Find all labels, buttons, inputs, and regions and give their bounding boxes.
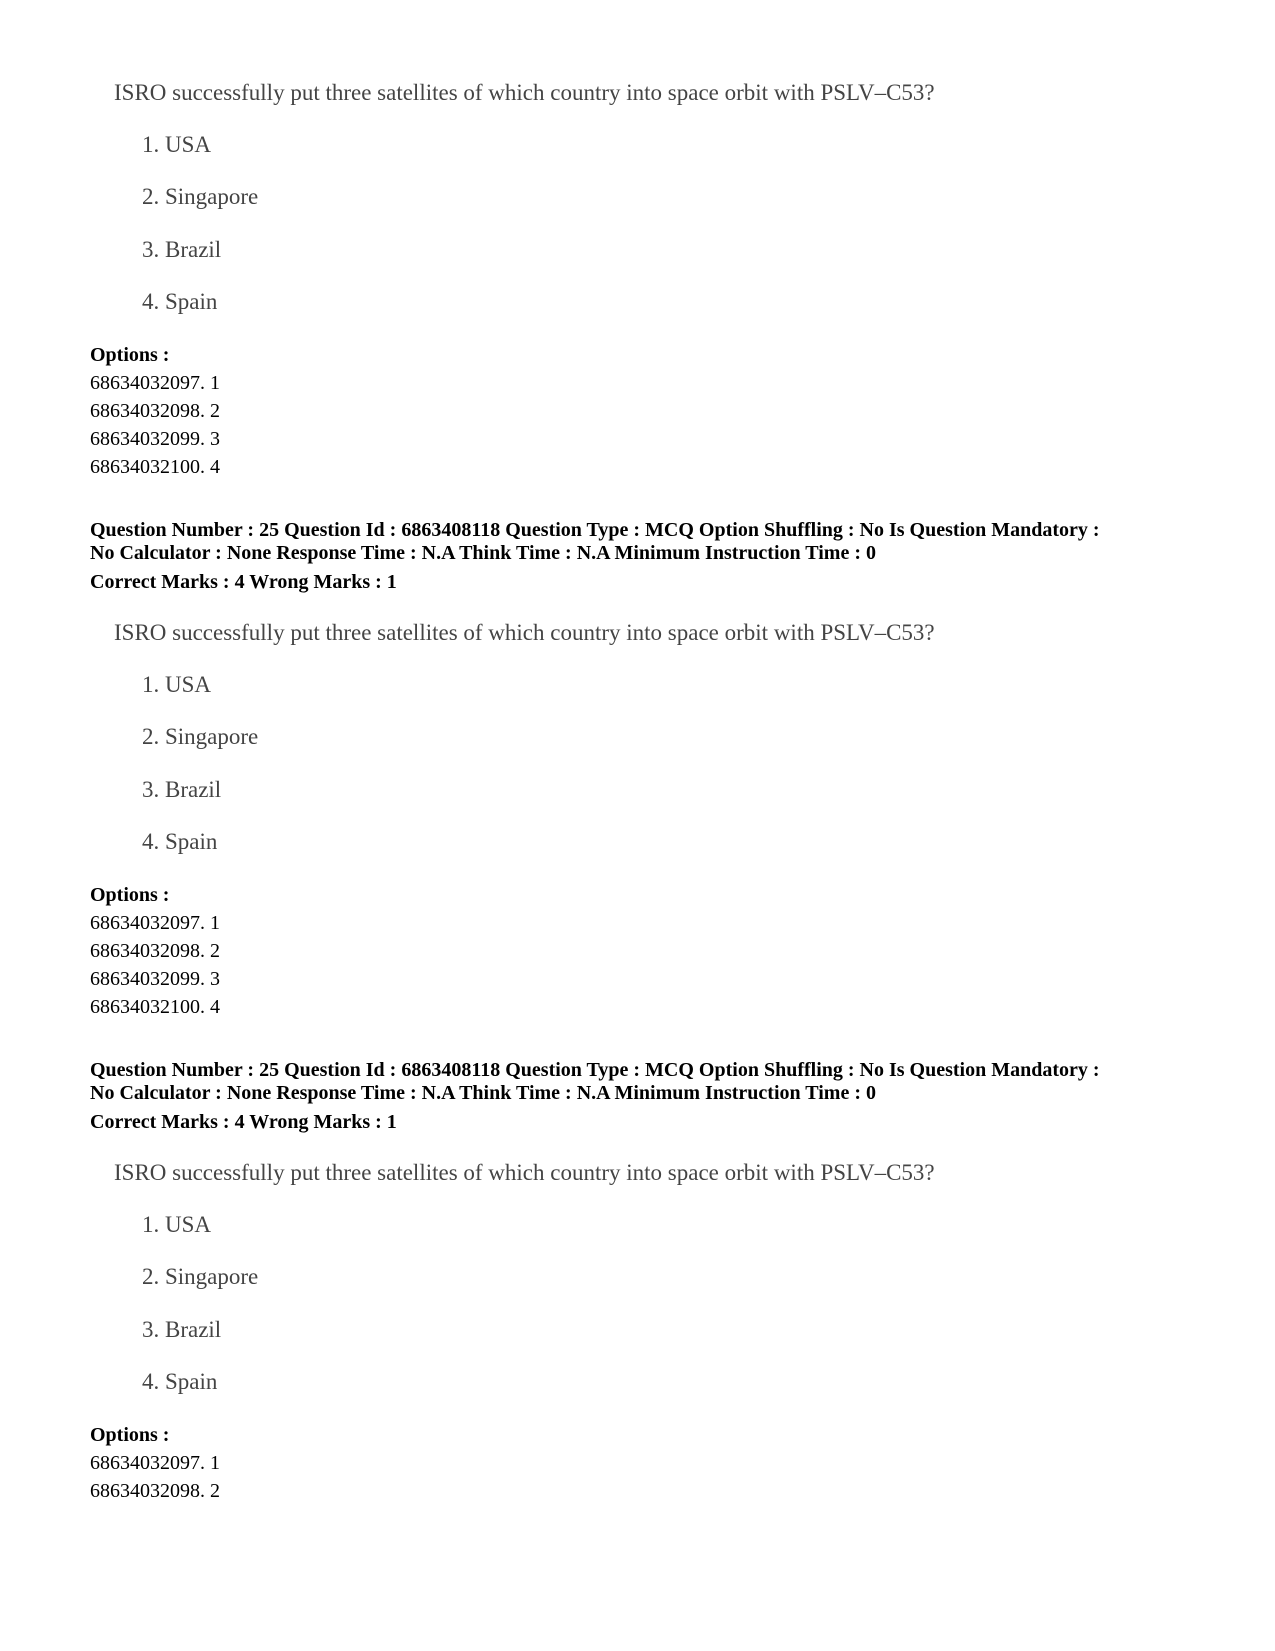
option-row: 68634032099. 3 — [90, 968, 220, 990]
question-header — [90, 1059, 1210, 1105]
question-text: ISRO successfully put three satellites of which country into space orbit with PSLV–C53? — [114, 620, 935, 645]
option-row: 68634032100. 4 — [90, 996, 220, 1018]
option-row: 68634032097. 1 — [90, 1452, 220, 1474]
options-label: Options : — [90, 1424, 170, 1446]
choice-3: 3. Brazil — [142, 1317, 222, 1342]
option-row: 68634032097. 1 — [90, 372, 220, 394]
question-text: ISRO successfully put three satellites of which country into space orbit with PSLV–C53? — [114, 1160, 935, 1185]
options-label: Options : — [90, 884, 170, 906]
question-header-line: No Calculator : None Response Time : N.A Think Time : N.A Minimum Instruction Time : 0 — [90, 542, 876, 564]
choice-1: 1. USA — [142, 132, 212, 157]
choice-3: 3. Brazil — [142, 777, 222, 802]
question-header-line: No Calculator : None Response Time : N.A Think Time : N.A Minimum Instruction Time : 0 — [90, 1082, 876, 1104]
option-row: 68634032098. 2 — [90, 1480, 220, 1502]
options-label: Options : — [90, 344, 170, 366]
choice-1: 1. USA — [142, 1212, 212, 1237]
marks-line: Correct Marks : 4 Wrong Marks : 1 — [90, 571, 397, 593]
choice-3: 3. Brazil — [142, 237, 222, 262]
marks-line: Correct Marks : 4 Wrong Marks : 1 — [90, 1111, 397, 1133]
question-header-line: Question Number : 25 Question Id : 6863408118 Question Type : MCQ Option Shuffling : No Is Question Mandatory : — [90, 1059, 1100, 1081]
option-row: 68634032099. 3 — [90, 428, 220, 450]
choice-2: 2. Singapore — [142, 184, 259, 209]
question-header — [90, 519, 1210, 565]
choice-1: 1. USA — [142, 672, 212, 697]
option-row: 68634032098. 2 — [90, 940, 220, 962]
choice-2: 2. Singapore — [142, 724, 259, 749]
choice-2: 2. Singapore — [142, 1264, 259, 1289]
choice-4: 4. Spain — [142, 1369, 218, 1394]
option-row: 68634032098. 2 — [90, 400, 220, 422]
choice-4: 4. Spain — [142, 829, 218, 854]
question-header-line: Question Number : 25 Question Id : 6863408118 Question Type : MCQ Option Shuffling : No Is Question Mandatory : — [90, 519, 1100, 541]
question-text: ISRO successfully put three satellites of which country into space orbit with PSLV–C53? — [114, 80, 935, 105]
option-row: 68634032097. 1 — [90, 912, 220, 934]
option-row: 68634032100. 4 — [90, 456, 220, 478]
choice-4: 4. Spain — [142, 289, 218, 314]
